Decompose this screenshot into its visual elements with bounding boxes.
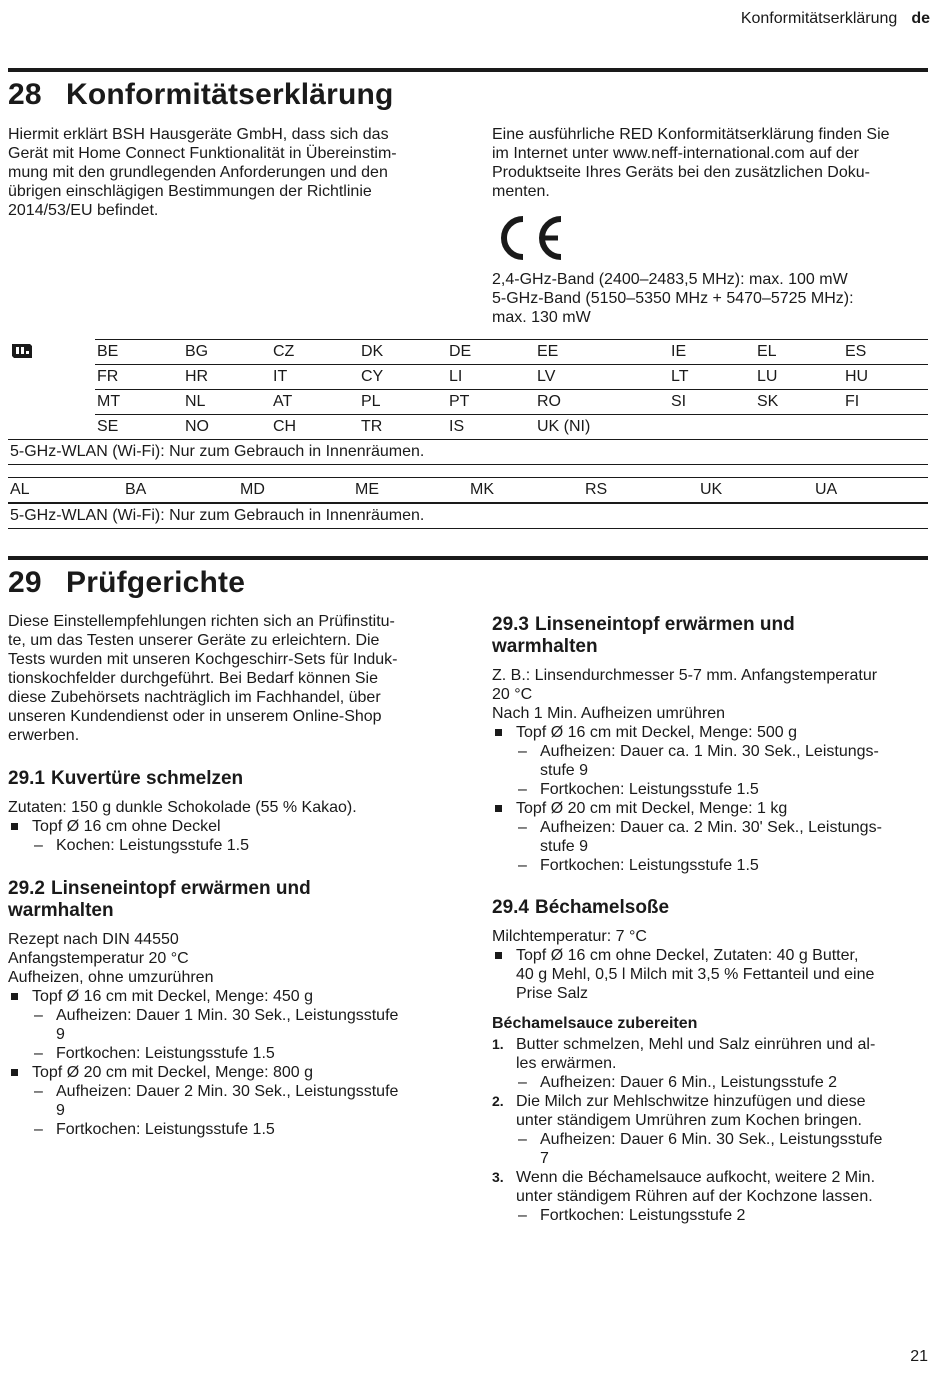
- step-text: Butter schmelzen, Mehl und Salz einrühren und al-: [516, 1036, 876, 1053]
- step-number: 2.: [492, 1093, 504, 1109]
- list-item-text: stufe 9: [540, 762, 589, 779]
- section-29-heading: [8, 566, 245, 600]
- text-line: mung mit den grundlegenden Anforderungen und den: [8, 164, 388, 181]
- dash-bullet-icon: –: [34, 1083, 43, 1100]
- table-cell: UA: [813, 478, 928, 503]
- list-item-text: Topf Ø 16 cm ohne Deckel: [32, 818, 221, 835]
- sub-list-item: [492, 742, 932, 780]
- text-line: Rezept nach DIN 44550: [8, 931, 179, 948]
- dash-bullet-icon: –: [518, 743, 527, 760]
- sub-list-item: [492, 818, 932, 856]
- table-row: [8, 440, 928, 465]
- table-row: [95, 365, 928, 390]
- section-29-number: 29: [8, 566, 42, 599]
- step-text: Wenn die Béchamelsauce aufkocht, weitere 2 Min.: [516, 1169, 876, 1186]
- list-item-text: Fortkochen: Leistungsstufe 1.5: [56, 1045, 275, 1062]
- table-row: [95, 415, 928, 440]
- step-number: 1.: [492, 1036, 504, 1052]
- list-item-text: Aufheizen: Dauer ca. 2 Min. 30' Sek., Leistungs-: [540, 819, 882, 836]
- table-cell: MK: [468, 478, 583, 503]
- table-cell: PL: [359, 390, 447, 415]
- dash-bullet-icon: –: [34, 1007, 43, 1024]
- dash-bullet-icon: –: [34, 1121, 43, 1138]
- section-29-rule: [8, 556, 928, 560]
- list-item-text: 9: [56, 1102, 65, 1119]
- list-item-text: Fortkochen: Leistungsstufe 1.5: [540, 857, 759, 874]
- list-item: [492, 946, 932, 1003]
- table-cell: IS: [447, 415, 535, 440]
- text-line: tionskochfelder durchgeführt. Bei Bedarf können Sie: [8, 670, 379, 687]
- section-28-number: 28: [8, 78, 42, 111]
- list-item-text: 40 g Mehl, 0,5 l Milch mit 3,5 % Fettanteil und eine: [516, 966, 875, 983]
- square-bullet-icon: [11, 993, 18, 1000]
- table-cell: HU: [843, 365, 928, 390]
- step-number: 3.: [492, 1169, 504, 1185]
- list-item: [8, 1063, 453, 1082]
- table-row: [8, 478, 928, 503]
- list-item-text: Topf Ø 16 cm ohne Deckel, Zutaten: 40 g Butter,: [516, 947, 859, 964]
- list-item: [8, 987, 453, 1006]
- text-line: 5-GHz-Band (5150–5350 MHz + 5470–5725 MHz):: [492, 290, 854, 307]
- table-cell: HR: [183, 365, 271, 390]
- running-header: [741, 10, 930, 28]
- step-text: les erwärmen.: [516, 1055, 617, 1072]
- list-item-text: Aufheizen: Dauer 2 Min. 30 Sek., Leistungsstufe: [56, 1083, 399, 1100]
- table-cell: BG: [183, 340, 271, 365]
- text-line: Milchtemperatur: 7 °C: [492, 928, 647, 945]
- text-line: Nach 1 Min. Aufheizen umrühren: [492, 705, 726, 722]
- table-cell: TR: [359, 415, 447, 440]
- square-bullet-icon: [495, 952, 502, 959]
- text-line: Tests wurden mit unseren Kochgeschirr-Sets für Induk-: [8, 651, 398, 668]
- subsection-29-1-heading: [8, 768, 453, 790]
- sec28-red-info: [492, 125, 932, 201]
- text-line: im Internet unter www.neff-international.com auf der: [492, 145, 859, 162]
- procedure-heading: Béchamelsauce zubereiten: [492, 1015, 698, 1032]
- table-cell: BE: [95, 340, 183, 365]
- square-bullet-icon: [495, 729, 502, 736]
- table-cell: FI: [843, 390, 928, 415]
- text-line: te, um das Testen unserer Geräte zu erleichtern. Die: [8, 632, 380, 649]
- dash-bullet-icon: –: [518, 1131, 527, 1148]
- header-section-title: Konformitätserklärung: [740, 10, 898, 27]
- table-cell: AT: [271, 390, 359, 415]
- sec29-left-column: [8, 612, 453, 1139]
- subsection-29-2-heading: [8, 878, 453, 922]
- table-cell: IE: [669, 340, 755, 365]
- table-cell: CZ: [271, 340, 359, 365]
- sub-list-item: [492, 1130, 932, 1168]
- section-28-title: Konformitätserklärung: [66, 78, 394, 111]
- subsection-number: 29.1: [8, 768, 45, 789]
- subsection-29-4-heading: [492, 897, 932, 919]
- list-item-text: Topf Ø 20 cm mit Deckel, Menge: 800 g: [32, 1064, 314, 1081]
- ce-mark-icon: [491, 213, 565, 263]
- subsection-number: 29.4: [492, 897, 529, 918]
- text-line: Gerät mit Home Connect Funktionalität in Übereinstim-: [8, 145, 397, 162]
- list-item-text: Fortkochen: Leistungsstufe 1.5: [540, 781, 759, 798]
- table-cell: SI: [669, 390, 755, 415]
- text-line: 2014/53/EU befindet.: [8, 202, 159, 219]
- list-item-text: Topf Ø 16 cm mit Deckel, Menge: 450 g: [32, 988, 314, 1005]
- table-cell: [755, 415, 843, 440]
- list-item: [492, 723, 932, 742]
- dash-bullet-icon: –: [518, 819, 527, 836]
- dash-bullet-icon: –: [518, 781, 527, 798]
- section-28-rule: [8, 68, 928, 72]
- subsection-title: Linseneintopf erwärmen und: [534, 614, 795, 635]
- list-item-text: Fortkochen: Leistungsstufe 1.5: [56, 1121, 275, 1138]
- table-cell: MD: [238, 478, 353, 503]
- step-text: Die Milch zur Mehlschwitze hinzufügen und diese: [516, 1093, 866, 1110]
- subsection-29-3-heading: [492, 614, 932, 658]
- list-item-text: Topf Ø 20 cm mit Deckel, Menge: 1 kg: [516, 800, 788, 817]
- list-item: [492, 799, 932, 818]
- subsection-number: 29.3: [492, 614, 529, 635]
- section-29-title: Prüfgerichte: [66, 566, 246, 599]
- table-cell: SK: [755, 390, 843, 415]
- table-cell: [843, 415, 928, 440]
- square-bullet-icon: [495, 805, 502, 812]
- list-item-text: Aufheizen: Dauer ca. 1 Min. 30 Sek., Leistungs-: [540, 743, 879, 760]
- step-text: unter ständigem Umrühren zum Kochen bringen.: [516, 1112, 862, 1129]
- table-cell: EE: [535, 340, 669, 365]
- sec28-intro: [8, 125, 448, 220]
- list-item-text: Aufheizen: Dauer 6 Min., Leistungsstufe 2: [540, 1074, 838, 1091]
- sec29-intro: [8, 612, 453, 745]
- table-cell: UK: [698, 478, 813, 503]
- table-cell: LT: [669, 365, 755, 390]
- text-line: Aufheizen, ohne umzurühren: [8, 969, 214, 986]
- header-language: de: [911, 10, 930, 27]
- wifi-device-icon: [10, 342, 34, 360]
- subsection-title: Linseneintopf erwärmen und: [50, 878, 311, 899]
- numbered-step: [492, 1035, 932, 1073]
- dash-bullet-icon: –: [34, 1045, 43, 1062]
- table-cell: LI: [447, 365, 535, 390]
- table-cell: ES: [843, 340, 928, 365]
- wlan-note-table-1: [8, 439, 928, 465]
- table-cell: SE: [95, 415, 183, 440]
- table-row: [95, 340, 928, 365]
- list-item: [8, 817, 453, 836]
- numbered-step: [492, 1168, 932, 1206]
- frequency-bands: [492, 270, 932, 327]
- table-row: [95, 390, 928, 415]
- table-cell: [669, 415, 755, 440]
- sub-list-item: [492, 1073, 932, 1092]
- text-line: Hiermit erklärt BSH Hausgeräte GmbH, dass sich das: [8, 126, 389, 143]
- text-line: Diese Einstellempfehlungen richten sich an Prüfinstitu-: [8, 613, 395, 630]
- table-cell: RO: [535, 390, 669, 415]
- dash-bullet-icon: –: [518, 857, 527, 874]
- sub-list-item: [492, 856, 932, 875]
- text-line: unseren Kundendienst oder in unserem Online-Shop: [8, 708, 382, 725]
- text-line: übrigen einschlägigen Bestimmungen der Richtlinie: [8, 183, 372, 200]
- text-line: menten.: [492, 183, 550, 200]
- table-cell: FR: [95, 365, 183, 390]
- sub-list-item: [492, 1206, 932, 1225]
- table-cell: LU: [755, 365, 843, 390]
- sub-list-item: [8, 1006, 453, 1044]
- table-cell: CY: [359, 365, 447, 390]
- table-cell: DE: [447, 340, 535, 365]
- country-table-eu: [95, 339, 928, 440]
- country-table-non-eu: [8, 477, 928, 503]
- square-bullet-icon: [11, 1069, 18, 1076]
- text-line: Z. B.: Linsendurchmesser 5-7 mm. Anfangstemperatur: [492, 667, 878, 684]
- list-item-text: Aufheizen: Dauer 1 Min. 30 Sek., Leistungsstufe: [56, 1007, 399, 1024]
- dash-bullet-icon: –: [518, 1207, 527, 1224]
- wlan-indoor-note: 5-GHz-WLAN (Wi-Fi): Nur zum Gebrauch in Innenräumen.: [8, 504, 928, 529]
- dash-bullet-icon: –: [34, 837, 43, 854]
- text-line: diese Zubehörsets nachträglich im Fachhandel, über: [8, 689, 381, 706]
- table-cell: CH: [271, 415, 359, 440]
- dash-bullet-icon: –: [518, 1074, 527, 1091]
- text-line: Anfangstemperatur 20 °C: [8, 950, 189, 967]
- list-item-text: Fortkochen: Leistungsstufe 2: [540, 1207, 746, 1224]
- table-cell: ME: [353, 478, 468, 503]
- subsection-title: Kuvertüre schmelzen: [50, 768, 244, 789]
- numbered-step: [492, 1092, 932, 1130]
- text-line: 20 °C: [492, 686, 533, 703]
- sub-list-item: [8, 1082, 453, 1120]
- sub-list-item: [8, 836, 453, 855]
- list-item-text: 9: [56, 1026, 65, 1043]
- square-bullet-icon: [11, 823, 18, 830]
- wlan-note-table-2: [8, 503, 928, 529]
- table-cell: BA: [123, 478, 238, 503]
- text-line: Produktseite Ihres Geräts bei den zusätzlichen Doku-: [492, 164, 870, 181]
- table-row: [8, 504, 928, 529]
- table-cell: LV: [535, 365, 669, 390]
- table-cell: AL: [8, 478, 123, 503]
- table-cell: DK: [359, 340, 447, 365]
- wlan-indoor-note: 5-GHz-WLAN (Wi-Fi): Nur zum Gebrauch in Innenräumen.: [8, 440, 928, 465]
- sec29-right-column: [492, 614, 932, 1225]
- table-cell: IT: [271, 365, 359, 390]
- step-text: unter ständigem Rühren auf der Kochzone lassen.: [516, 1188, 873, 1205]
- list-item-text: Kochen: Leistungsstufe 1.5: [56, 837, 250, 854]
- list-item-text: 7: [540, 1150, 549, 1167]
- list-item-text: Aufheizen: Dauer 6 Min. 30 Sek., Leistungsstufe: [540, 1131, 883, 1148]
- table-cell: RS: [583, 478, 698, 503]
- subsection-title: Béchamelsoße: [534, 897, 670, 918]
- list-item-text: stufe 9: [540, 838, 589, 855]
- subsection-title-line: warmhalten: [8, 900, 114, 921]
- ingredients-line: Zutaten: 150 g dunkle Schokolade (55 % Kakao).: [8, 799, 357, 816]
- table-cell: EL: [755, 340, 843, 365]
- table-cell: NL: [183, 390, 271, 415]
- list-item-text: Topf Ø 16 cm mit Deckel, Menge: 500 g: [516, 724, 798, 741]
- sub-list-item: [8, 1044, 453, 1063]
- table-cell: UK (NI): [535, 415, 669, 440]
- subsection-number: 29.2: [8, 878, 45, 899]
- table-cell: NO: [183, 415, 271, 440]
- table-cell: PT: [447, 390, 535, 415]
- subsection-title-line: warmhalten: [492, 636, 598, 657]
- sub-list-item: [8, 1120, 453, 1139]
- section-28-heading: [8, 78, 394, 112]
- page-number: 21: [910, 1348, 928, 1365]
- text-line: 2,4-GHz-Band (2400–2483,5 MHz): max. 100 mW: [492, 271, 848, 288]
- text-line: max. 130 mW: [492, 309, 591, 326]
- list-item-text: Prise Salz: [516, 985, 589, 1002]
- table-cell: MT: [95, 390, 183, 415]
- sub-list-item: [492, 780, 932, 799]
- text-line: Eine ausführliche RED Konformitätserklärung finden Sie: [492, 126, 890, 143]
- text-line: erwerben.: [8, 727, 80, 744]
